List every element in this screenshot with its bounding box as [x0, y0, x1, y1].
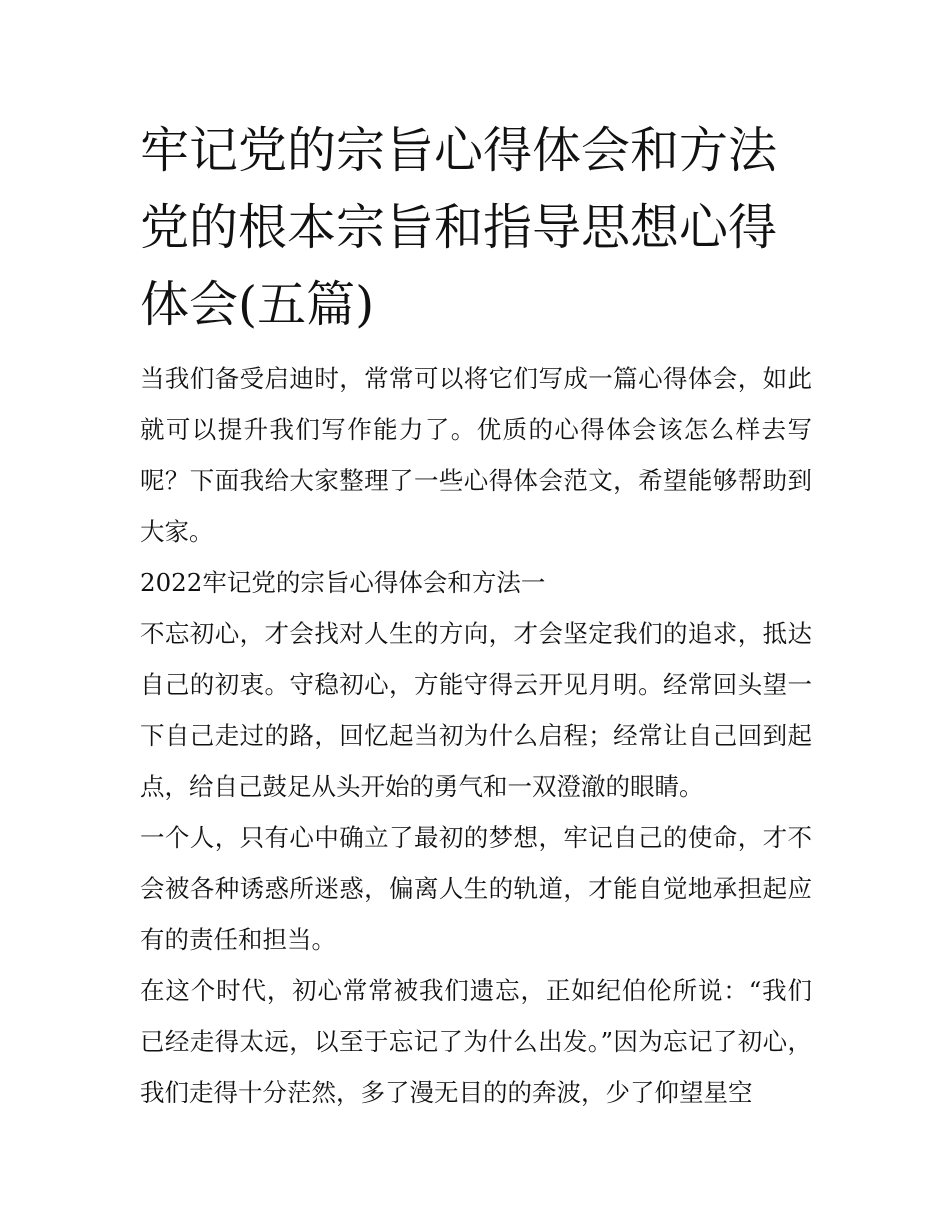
document-page: [140, 112, 812, 1118]
body-paragraph-2: 一个人，只有心中确立了最初的梦想，牢记自己的使命，才不会被各种诱惑所迷惑，偏离人生的轨道，才能自觉地承担起应有的责任和担当。: [140, 823, 812, 954]
body-paragraph-3: 在这个时代，初心常常被我们遗忘，正如纪伯伦所说：“我们已经走得太远，以至于忘记了为什么出发。”因为忘记了初心，我们走得十分茫然，多了漫无目的的奔波，少了仰望星空: [140, 976, 812, 1107]
document-title: 牢记党的宗旨心得体会和方法党的根本宗旨和指导思想心得体会(五篇): [140, 122, 778, 333]
body-paragraph-1: 不忘初心，才会找对人生的方向，才会坚定我们的追求，抵达自己的初衷。守稳初心，方能守得云开见月明。经常回头望一下自己走过的路，回忆起当初为什么启程；经常让自己回到起点，给自己鼓足从头开始的勇气和一双澄澈的眼睛。: [140, 619, 812, 801]
intro-paragraph: 当我们备受启迪时，常常可以将它们写成一篇心得体会，如此就可以提升我们写作能力了。优质的心得体会该怎么样去写呢？下面我给大家整理了一些心得体会范文，希望能够帮助到大家。: [140, 364, 812, 546]
section-heading: 2022牢记党的宗旨心得体会和方法一: [140, 568, 546, 597]
